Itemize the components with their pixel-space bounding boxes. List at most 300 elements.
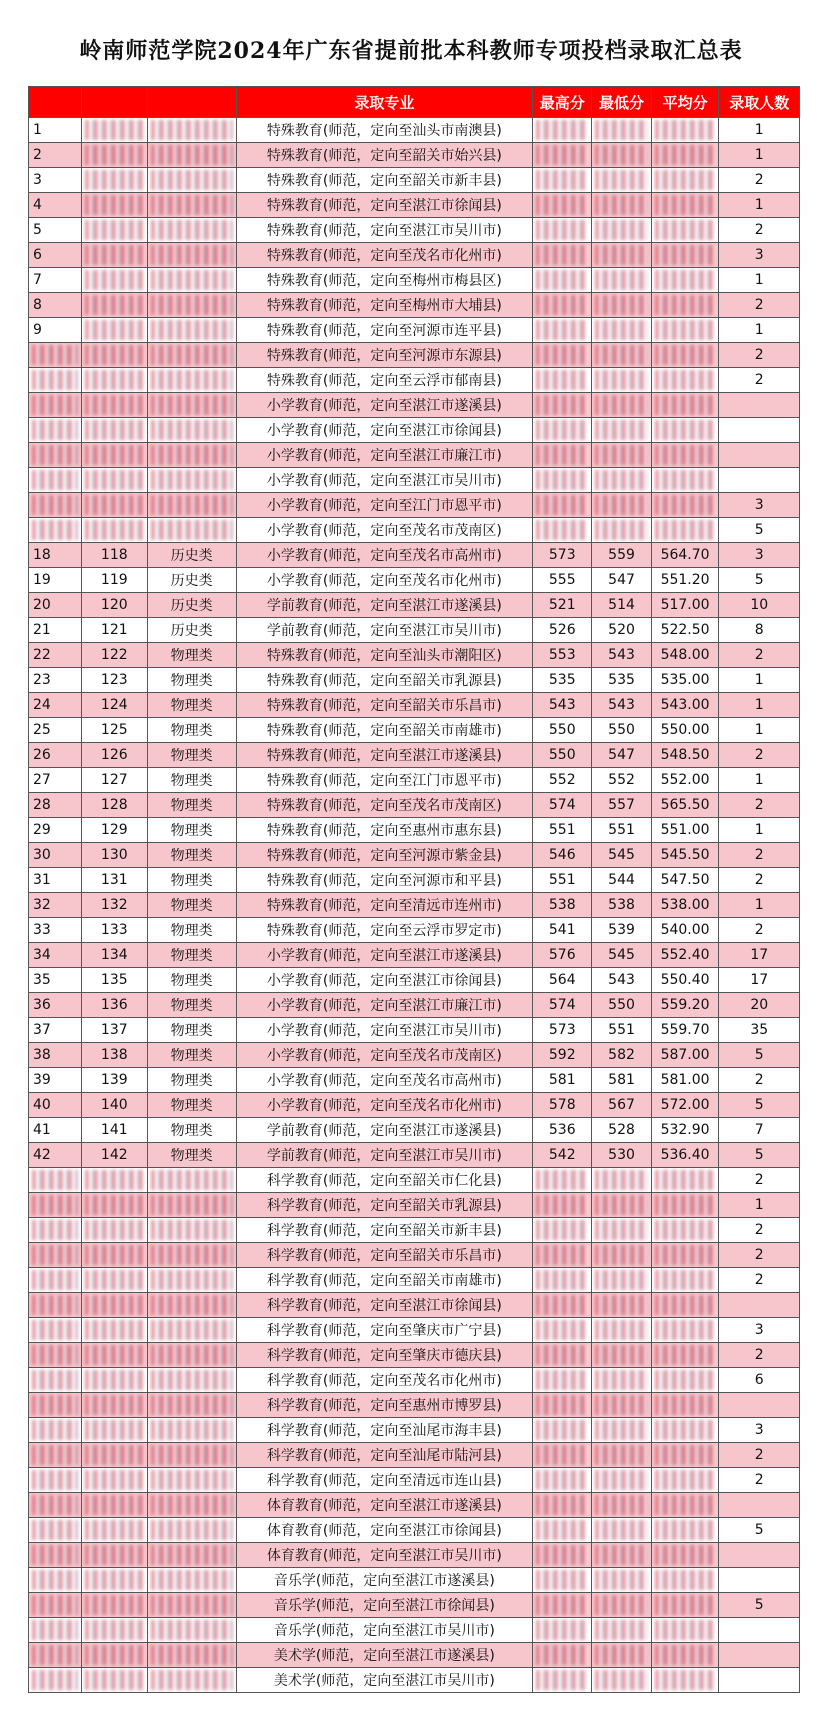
cell-avg-score <box>651 143 719 168</box>
cell-category <box>147 1593 236 1618</box>
cell-avg-score: 559.70 <box>651 1018 719 1043</box>
col-header-major: 录取专业 <box>236 87 533 118</box>
table-row <box>29 943 800 968</box>
table-row <box>29 168 800 193</box>
cell-major: 科学教育(师范，定向至韶关市新丰县) <box>236 1218 533 1243</box>
cell-major: 小学教育(师范，定向至湛江市徐闻县) <box>236 968 533 993</box>
table-row <box>29 743 800 768</box>
cell-min-score <box>592 1418 651 1443</box>
cell-category <box>147 143 236 168</box>
cell-min-score: 552 <box>592 768 651 793</box>
cell-category <box>147 1468 236 1493</box>
cell-code <box>81 143 147 168</box>
table-row <box>29 318 800 343</box>
cell-category <box>147 1618 236 1643</box>
cell-code <box>81 1318 147 1343</box>
cell-category <box>147 1368 236 1393</box>
table-row <box>29 1168 800 1193</box>
cell-max-score <box>533 1443 592 1468</box>
cell-avg-score <box>651 343 719 368</box>
cell-index <box>29 1668 82 1693</box>
cell-max-score <box>533 1243 592 1268</box>
cell-index: 42 <box>29 1143 82 1168</box>
cell-index: 28 <box>29 793 82 818</box>
cell-count: 2 <box>719 843 800 868</box>
cell-major: 特殊教育(师范，定向至河源市连平县) <box>236 318 533 343</box>
cell-code <box>81 1543 147 1568</box>
cell-min-score <box>592 1618 651 1643</box>
table-row <box>29 593 800 618</box>
cell-max-score <box>533 1518 592 1543</box>
cell-major: 学前教育(师范，定向至湛江市遂溪县) <box>236 593 533 618</box>
cell-major: 科学教育(师范，定向至汕尾市陆河县) <box>236 1443 533 1468</box>
cell-max-score <box>533 1368 592 1393</box>
cell-count: 2 <box>719 793 800 818</box>
cell-index <box>29 1543 82 1568</box>
cell-max-score: 555 <box>533 568 592 593</box>
cell-index <box>29 468 82 493</box>
cell-avg-score <box>651 1468 719 1493</box>
cell-code: 128 <box>81 793 147 818</box>
col-header-avg: 平均分 <box>651 87 719 118</box>
cell-code <box>81 193 147 218</box>
cell-category: 物理类 <box>147 918 236 943</box>
cell-avg-score <box>651 418 719 443</box>
cell-major: 小学教育(师范，定向至江门市恩平市) <box>236 493 533 518</box>
cell-max-score: 578 <box>533 1093 592 1118</box>
cell-min-score <box>592 1193 651 1218</box>
cell-major: 小学教育(师范，定向至湛江市吴川市) <box>236 468 533 493</box>
cell-index <box>29 1168 82 1193</box>
cell-min-score <box>592 268 651 293</box>
cell-major: 特殊教育(师范，定向至韶关市乐昌市) <box>236 693 533 718</box>
cell-index <box>29 1193 82 1218</box>
cell-major: 特殊教育(师范，定向至梅州市梅县区) <box>236 268 533 293</box>
cell-count: 17 <box>719 968 800 993</box>
cell-major: 音乐学(师范，定向至湛江市吴川市) <box>236 1618 533 1643</box>
cell-min-score <box>592 193 651 218</box>
cell-category <box>147 1643 236 1668</box>
cell-major: 特殊教育(师范，定向至茂名市茂南区) <box>236 793 533 818</box>
cell-max-score: 551 <box>533 868 592 893</box>
table-row <box>29 418 800 443</box>
cell-min-score: 543 <box>592 643 651 668</box>
table-row <box>29 1193 800 1218</box>
cell-index <box>29 343 82 368</box>
cell-category: 物理类 <box>147 793 236 818</box>
cell-major: 特殊教育(师范，定向至河源市紫金县) <box>236 843 533 868</box>
cell-min-score <box>592 343 651 368</box>
table-row <box>29 243 800 268</box>
cell-max-score: 535 <box>533 668 592 693</box>
cell-index <box>29 1568 82 1593</box>
cell-count: 1 <box>719 143 800 168</box>
cell-min-score <box>592 218 651 243</box>
cell-count <box>719 1493 800 1518</box>
cell-min-score <box>592 468 651 493</box>
table-row <box>29 818 800 843</box>
cell-major: 小学教育(师范，定向至湛江市吴川市) <box>236 1018 533 1043</box>
cell-code <box>81 243 147 268</box>
cell-major: 特殊教育(师范，定向至梅州市大埔县) <box>236 293 533 318</box>
cell-count <box>719 443 800 468</box>
cell-min-score <box>592 143 651 168</box>
cell-category: 物理类 <box>147 1118 236 1143</box>
cell-index <box>29 368 82 393</box>
cell-avg-score <box>651 1243 719 1268</box>
cell-max-score: 574 <box>533 793 592 818</box>
cell-code <box>81 443 147 468</box>
cell-min-score: 551 <box>592 818 651 843</box>
cell-index <box>29 1293 82 1318</box>
cell-max-score <box>533 418 592 443</box>
table-row <box>29 1568 800 1593</box>
col-header-code <box>81 87 147 118</box>
cell-max-score <box>533 1318 592 1343</box>
table-row <box>29 918 800 943</box>
cell-avg-score <box>651 1618 719 1643</box>
table-row <box>29 1493 800 1518</box>
cell-avg-score <box>651 443 719 468</box>
cell-category <box>147 293 236 318</box>
cell-index: 8 <box>29 293 82 318</box>
cell-major: 特殊教育(师范，定向至韶关市新丰县) <box>236 168 533 193</box>
cell-category: 物理类 <box>147 743 236 768</box>
cell-avg-score: 565.50 <box>651 793 719 818</box>
cell-index: 33 <box>29 918 82 943</box>
cell-category <box>147 1543 236 1568</box>
cell-index <box>29 1493 82 1518</box>
table-row <box>29 493 800 518</box>
cell-major: 科学教育(师范，定向至韶关市仁化县) <box>236 1168 533 1193</box>
cell-code <box>81 1418 147 1443</box>
cell-count: 1 <box>719 118 800 143</box>
cell-avg-score: 543.00 <box>651 693 719 718</box>
table-row <box>29 543 800 568</box>
cell-avg-score <box>651 293 719 318</box>
cell-category <box>147 493 236 518</box>
cell-max-score <box>533 1268 592 1293</box>
cell-min-score: 550 <box>592 718 651 743</box>
cell-index: 9 <box>29 318 82 343</box>
cell-index: 32 <box>29 893 82 918</box>
cell-major: 特殊教育(师范，定向至云浮市罗定市) <box>236 918 533 943</box>
cell-min-score: 545 <box>592 843 651 868</box>
cell-index: 24 <box>29 693 82 718</box>
table-row <box>29 468 800 493</box>
cell-category: 历史类 <box>147 543 236 568</box>
cell-index: 5 <box>29 218 82 243</box>
cell-code <box>81 1293 147 1318</box>
table-row <box>29 693 800 718</box>
cell-category: 物理类 <box>147 668 236 693</box>
cell-max-score <box>533 1343 592 1368</box>
cell-index <box>29 1518 82 1543</box>
header-row <box>29 87 800 118</box>
cell-min-score: 543 <box>592 968 651 993</box>
cell-avg-score <box>651 393 719 418</box>
cell-min-score: 530 <box>592 1143 651 1168</box>
table-row <box>29 718 800 743</box>
cell-major: 科学教育(师范，定向至肇庆市广宁县) <box>236 1318 533 1343</box>
cell-code <box>81 1193 147 1218</box>
table-row <box>29 1268 800 1293</box>
cell-code <box>81 318 147 343</box>
table-row <box>29 443 800 468</box>
cell-index <box>29 393 82 418</box>
cell-avg-score: 548.00 <box>651 643 719 668</box>
cell-major: 特殊教育(师范，定向至清远市连州市) <box>236 893 533 918</box>
cell-count: 5 <box>719 1043 800 1068</box>
cell-code: 130 <box>81 843 147 868</box>
cell-major: 特殊教育(师范，定向至韶关市始兴县) <box>236 143 533 168</box>
cell-index <box>29 1643 82 1668</box>
cell-count: 2 <box>719 218 800 243</box>
table-row <box>29 793 800 818</box>
table-row <box>29 1293 800 1318</box>
cell-count: 2 <box>719 368 800 393</box>
cell-max-score <box>533 168 592 193</box>
table-row <box>29 293 800 318</box>
cell-avg-score <box>651 1668 719 1693</box>
cell-avg-score: 535.00 <box>651 668 719 693</box>
cell-code: 129 <box>81 818 147 843</box>
cell-code: 139 <box>81 1068 147 1093</box>
cell-min-score: 547 <box>592 568 651 593</box>
cell-min-score <box>592 318 651 343</box>
cell-max-score: 526 <box>533 618 592 643</box>
cell-min-score: 514 <box>592 593 651 618</box>
cell-category <box>147 118 236 143</box>
cell-major: 科学教育(师范，定向至韶关市南雄市) <box>236 1268 533 1293</box>
cell-code <box>81 168 147 193</box>
cell-index <box>29 1243 82 1268</box>
cell-max-score: 538 <box>533 893 592 918</box>
cell-min-score: 545 <box>592 943 651 968</box>
col-header-category <box>147 87 236 118</box>
cell-min-score: 528 <box>592 1118 651 1143</box>
cell-max-score: 581 <box>533 1068 592 1093</box>
table-row <box>29 993 800 1018</box>
table-row <box>29 1218 800 1243</box>
cell-index: 21 <box>29 618 82 643</box>
cell-category: 物理类 <box>147 893 236 918</box>
cell-index: 39 <box>29 1068 82 1093</box>
cell-index: 20 <box>29 593 82 618</box>
cell-max-score: 573 <box>533 1018 592 1043</box>
cell-count: 2 <box>719 1268 800 1293</box>
cell-category: 历史类 <box>147 593 236 618</box>
cell-count <box>719 1293 800 1318</box>
cell-index: 30 <box>29 843 82 868</box>
cell-category: 物理类 <box>147 768 236 793</box>
cell-min-score <box>592 518 651 543</box>
cell-index: 31 <box>29 868 82 893</box>
cell-min-score <box>592 1443 651 1468</box>
cell-avg-score: 552.40 <box>651 943 719 968</box>
cell-avg-score <box>651 493 719 518</box>
cell-code <box>81 418 147 443</box>
cell-category <box>147 318 236 343</box>
cell-count: 5 <box>719 1593 800 1618</box>
cell-code: 124 <box>81 693 147 718</box>
cell-min-score <box>592 1493 651 1518</box>
cell-code <box>81 1518 147 1543</box>
cell-index: 38 <box>29 1043 82 1068</box>
cell-count: 20 <box>719 993 800 1018</box>
cell-index: 27 <box>29 768 82 793</box>
cell-avg-score: 550.00 <box>651 718 719 743</box>
cell-major: 科学教育(师范，定向至肇庆市德庆县) <box>236 1343 533 1368</box>
cell-avg-score: 552.00 <box>651 768 719 793</box>
cell-max-score <box>533 468 592 493</box>
cell-category <box>147 1268 236 1293</box>
cell-code <box>81 1668 147 1693</box>
cell-code: 132 <box>81 893 147 918</box>
cell-max-score <box>533 143 592 168</box>
cell-count: 1 <box>719 318 800 343</box>
cell-code: 126 <box>81 743 147 768</box>
cell-major: 美术学(师范，定向至湛江市吴川市) <box>236 1668 533 1693</box>
cell-index <box>29 1368 82 1393</box>
cell-min-score: 550 <box>592 993 651 1018</box>
cell-code: 137 <box>81 1018 147 1043</box>
cell-major: 特殊教育(师范，定向至惠州市惠东县) <box>236 818 533 843</box>
cell-min-score: 544 <box>592 868 651 893</box>
cell-category: 物理类 <box>147 1018 236 1043</box>
cell-min-score <box>592 1643 651 1668</box>
cell-avg-score <box>651 1593 719 1618</box>
cell-avg-score: 559.20 <box>651 993 719 1018</box>
cell-max-score: 542 <box>533 1143 592 1168</box>
cell-avg-score <box>651 1643 719 1668</box>
cell-avg-score <box>651 1368 719 1393</box>
table-row <box>29 1068 800 1093</box>
cell-max-score <box>533 1668 592 1693</box>
cell-category: 物理类 <box>147 868 236 893</box>
cell-min-score: 547 <box>592 743 651 768</box>
cell-max-score <box>533 218 592 243</box>
table-row <box>29 1018 800 1043</box>
table-row <box>29 218 800 243</box>
col-header-index <box>29 87 82 118</box>
cell-index: 1 <box>29 118 82 143</box>
table-row <box>29 518 800 543</box>
cell-index <box>29 1593 82 1618</box>
cell-count: 2 <box>719 1218 800 1243</box>
cell-code: 123 <box>81 668 147 693</box>
cell-category <box>147 1293 236 1318</box>
cell-min-score: 567 <box>592 1093 651 1118</box>
cell-index: 36 <box>29 993 82 1018</box>
cell-category: 物理类 <box>147 1043 236 1068</box>
cell-count <box>719 1393 800 1418</box>
cell-index: 41 <box>29 1118 82 1143</box>
cell-min-score: 551 <box>592 1018 651 1043</box>
cell-avg-score: 540.00 <box>651 918 719 943</box>
cell-major: 特殊教育(师范，定向至汕头市潮阳区) <box>236 643 533 668</box>
cell-count: 35 <box>719 1018 800 1043</box>
cell-min-score <box>592 443 651 468</box>
cell-max-score <box>533 268 592 293</box>
cell-count: 5 <box>719 1093 800 1118</box>
cell-index: 4 <box>29 193 82 218</box>
cell-index: 34 <box>29 943 82 968</box>
cell-count: 1 <box>719 768 800 793</box>
cell-index: 6 <box>29 243 82 268</box>
table-row <box>29 1093 800 1118</box>
cell-category: 物理类 <box>147 993 236 1018</box>
cell-category <box>147 1393 236 1418</box>
cell-count: 1 <box>719 668 800 693</box>
cell-count: 7 <box>719 1118 800 1143</box>
table-row <box>29 118 800 143</box>
cell-index: 23 <box>29 668 82 693</box>
cell-max-score <box>533 393 592 418</box>
cell-count: 1 <box>719 268 800 293</box>
cell-count: 2 <box>719 743 800 768</box>
cell-avg-score <box>651 1293 719 1318</box>
cell-code <box>81 1218 147 1243</box>
cell-category: 物理类 <box>147 818 236 843</box>
cell-index: 40 <box>29 1093 82 1118</box>
cell-major: 小学教育(师范，定向至茂名市高州市) <box>236 1068 533 1093</box>
cell-max-score: 576 <box>533 943 592 968</box>
table-row <box>29 343 800 368</box>
cell-count <box>719 393 800 418</box>
cell-index <box>29 418 82 443</box>
cell-count: 3 <box>719 243 800 268</box>
cell-min-score <box>592 1368 651 1393</box>
cell-min-score <box>592 1518 651 1543</box>
cell-code <box>81 1593 147 1618</box>
cell-category <box>147 1193 236 1218</box>
cell-index <box>29 1268 82 1293</box>
cell-min-score <box>592 1468 651 1493</box>
cell-avg-score <box>651 1493 719 1518</box>
cell-max-score <box>533 318 592 343</box>
cell-code <box>81 1643 147 1668</box>
cell-min-score <box>592 1543 651 1568</box>
cell-major: 科学教育(师范，定向至清远市连山县) <box>236 1468 533 1493</box>
cell-category <box>147 418 236 443</box>
cell-code <box>81 1468 147 1493</box>
cell-category <box>147 1218 236 1243</box>
cell-count: 2 <box>719 293 800 318</box>
cell-major: 小学教育(师范，定向至湛江市遂溪县) <box>236 393 533 418</box>
cell-max-score: 551 <box>533 818 592 843</box>
cell-major: 小学教育(师范，定向至茂名市化州市) <box>236 1093 533 1118</box>
cell-code <box>81 518 147 543</box>
cell-code: 121 <box>81 618 147 643</box>
cell-major: 特殊教育(师范，定向至汕头市南澳县) <box>236 118 533 143</box>
cell-code: 120 <box>81 593 147 618</box>
cell-min-score <box>592 368 651 393</box>
cell-min-score <box>592 1393 651 1418</box>
table-row <box>29 1668 800 1693</box>
cell-category: 物理类 <box>147 718 236 743</box>
col-header-count: 录取人数 <box>719 87 800 118</box>
cell-major: 学前教育(师范，定向至湛江市吴川市) <box>236 618 533 643</box>
cell-code: 119 <box>81 568 147 593</box>
cell-code <box>81 268 147 293</box>
cell-count: 17 <box>719 943 800 968</box>
cell-max-score <box>533 1168 592 1193</box>
cell-code <box>81 1493 147 1518</box>
cell-avg-score: 532.90 <box>651 1118 719 1143</box>
cell-index <box>29 1343 82 1368</box>
cell-category: 物理类 <box>147 1093 236 1118</box>
